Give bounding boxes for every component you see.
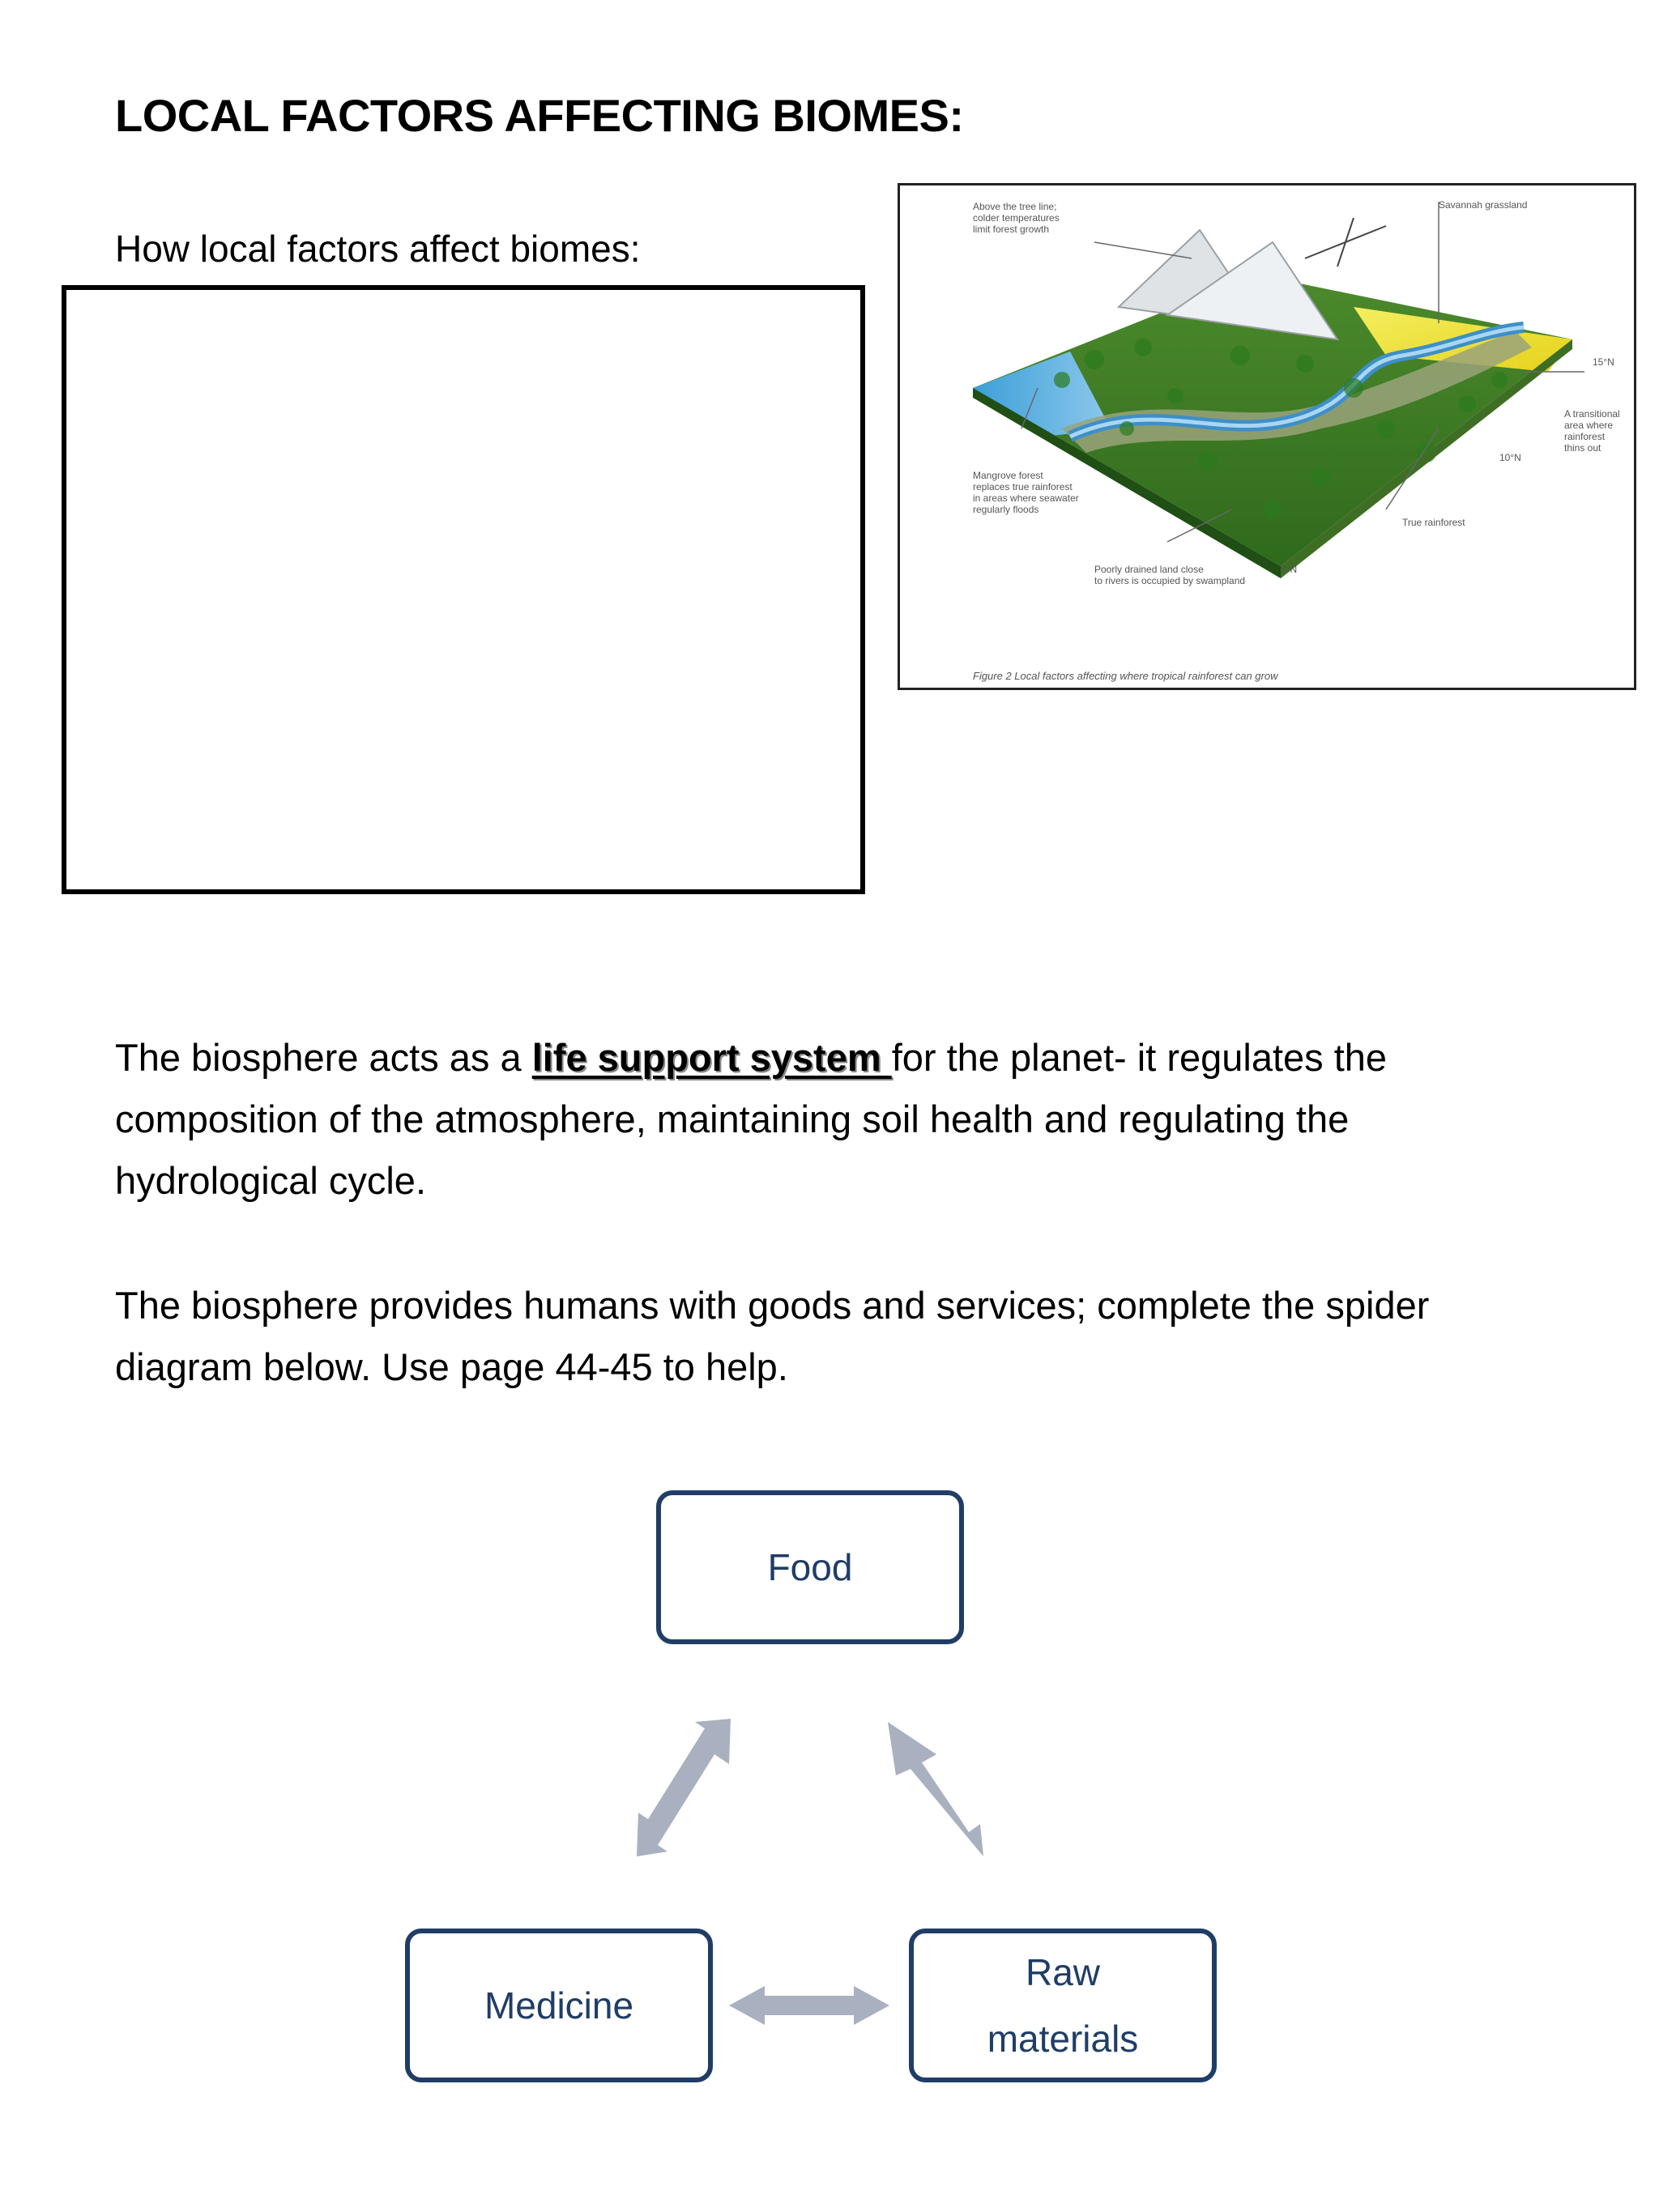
figure-caption: Figure 2 Local factors affecting where tropical rainforest can grow	[973, 670, 1278, 682]
label-tree-line-2: colder temperatures	[973, 212, 1060, 224]
node-raw-label-line2: materials	[987, 2018, 1139, 2060]
label-transitional-3: rainforest	[1564, 431, 1606, 442]
label-true-rainforest: True rainforest	[1402, 517, 1465, 528]
goods-services-paragraph: The biosphere provides humans with goods and services; complete the spider diagram below. Use page 44-45 to help.	[115, 1284, 1430, 1388]
label-mangrove-4: regularly floods	[973, 504, 1039, 515]
node-raw-label-line1: Raw	[1025, 1951, 1100, 1993]
para1-text-after: for the planet- it regulates the composition of the atmosphere, maintaining soil health and regulating the hydrological cycle.	[115, 1036, 1388, 1202]
node-medicine	[405, 1929, 713, 2082]
node-medicine-label: Medicine	[484, 1984, 634, 2027]
label-transitional-4: thins out	[1564, 442, 1601, 454]
label-mangrove-3: in areas where seawater	[973, 492, 1079, 504]
label-lat-5: 5°N	[1281, 564, 1298, 575]
label-transitional-2: area where	[1564, 420, 1614, 431]
arrow-medicine-raw	[729, 1986, 889, 2025]
label-swamp-1: Poorly drained land close	[1094, 564, 1204, 575]
node-raw-materials	[909, 1929, 1217, 2082]
node-food	[656, 1490, 964, 1644]
section-subheading: How local factors affect biomes:	[115, 228, 641, 270]
label-swamp-2: to rivers is occupied by swampland	[1094, 575, 1246, 586]
para1-text-before: The biosphere acts as a	[115, 1036, 532, 1079]
label-lat-10: 10°N	[1499, 452, 1521, 463]
life-support-keyword: life support system	[531, 1036, 892, 1079]
arrow-food-medicine	[637, 1719, 731, 1856]
label-savannah: Savannah grassland	[1439, 199, 1528, 211]
label-mangrove-2: replaces true rainforest	[973, 481, 1073, 492]
label-transitional-1: A transitional	[1564, 408, 1620, 420]
label-tree-line-3: limit forest growth	[973, 224, 1050, 235]
node-food-label: Food	[767, 1546, 853, 1588]
label-lat-15: 15°N	[1593, 356, 1614, 368]
label-mangrove-1: Mangrove forest	[973, 470, 1043, 481]
label-tree-line-1: Above the tree line;	[973, 201, 1057, 212]
arrow-food-raw	[888, 1722, 983, 1856]
page-title: LOCAL FACTORS AFFECTING BIOMES:	[115, 90, 964, 141]
